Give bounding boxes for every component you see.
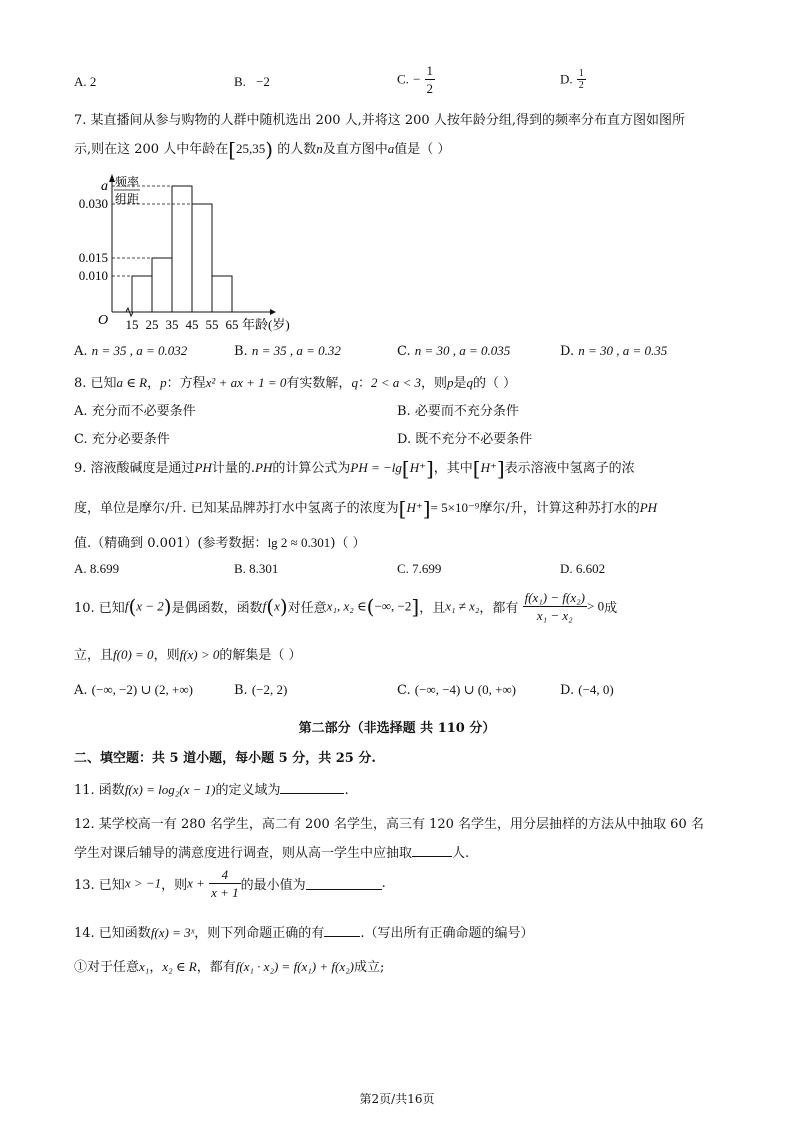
q9-h-plus-2: H⁺ — [480, 460, 497, 475]
q13-t3: 的最小值为 — [240, 878, 306, 893]
q8-q: q — [351, 375, 358, 390]
q10-t7: 立，且 — [74, 648, 114, 663]
histogram-bar — [152, 258, 172, 312]
q11 — [74, 779, 349, 798]
y-tick-label: 0.010 — [78, 268, 108, 283]
q14-item1 — [74, 956, 384, 975]
q9-t6: 度，单位是摩尔/升. 已知某品牌苏打水中氢离子的浓度为 — [74, 501, 399, 516]
q6-option-d-fraction — [577, 68, 586, 91]
x-tick-label: 45 — [185, 317, 199, 332]
q14-t1: 14. 已知函数 — [74, 926, 151, 941]
q6-c-numerator: 1 — [426, 63, 434, 78]
q13-t2: ，则 — [161, 878, 188, 893]
q7-a-math: n = 35 , a = 0.032 — [91, 343, 188, 358]
q8-t7: 是 — [453, 376, 467, 391]
q7-b-math: n = 35 , a = 0.32 — [251, 343, 341, 358]
q8-t6: ，则 — [421, 376, 448, 391]
q10-t6: 成 — [604, 601, 618, 616]
q10-a-label: A. — [74, 683, 88, 698]
q7-stem-text-d: 值是（ ） — [394, 142, 451, 157]
x-axis-arrow — [270, 309, 276, 315]
q10-f2-arg: x — [274, 598, 280, 614]
q8-t2: ， — [147, 376, 161, 391]
x-axis-label: 年龄(岁) — [242, 317, 290, 332]
q9-t1: 9. 溶液酸碱度是通过 — [74, 461, 195, 476]
q7-option-d — [560, 343, 667, 359]
q8-t4: 有实数解， — [286, 376, 352, 391]
q10-option-c — [397, 682, 516, 698]
q8-option-a: A. 充分而不必要条件 — [74, 404, 196, 419]
q8-m1: a ∈ R — [116, 375, 148, 390]
q11-math: f(x) = log₂(x − 1) — [124, 782, 216, 797]
q8-option-c: C. 充分必要条件 — [74, 432, 170, 447]
q7-interval: 25,35 — [236, 141, 266, 156]
q9-t7: 摩尔/升，计算这种苏打水的 — [479, 501, 640, 516]
q8-t3: ：方程 — [166, 376, 206, 391]
q13-x-plus: x + — [187, 875, 205, 891]
q6-d-numerator: 1 — [578, 68, 584, 79]
q7-var-a: a — [387, 141, 395, 156]
q10-fraction — [523, 589, 587, 624]
q10-t8: ，则 — [153, 648, 180, 663]
q6-option-b-label: B. — [234, 74, 246, 89]
q9-option-d: D. 6.602 — [560, 561, 606, 576]
x-tick-label: 35 — [165, 317, 179, 332]
q10-a-math: (−∞, −2) ∪ (2, +∞) — [91, 682, 193, 697]
q8-m2: x² + ax + 1 = 0 — [205, 375, 287, 390]
q9-h-plus-3: H⁺ — [406, 500, 423, 515]
q14-math: f(x) = 3ˣ — [150, 925, 195, 940]
q9-ph3: PH — [639, 500, 658, 515]
q10-frac-den: x₁ − x₂ — [536, 608, 573, 623]
x-tick-label: 15 — [125, 317, 139, 332]
q7-stem-text-c: 及直方图中 — [322, 142, 388, 157]
q9-line1: 9. 溶液酸碱度是通过PH计量的.PH的计算公式为PH = −lg[H⁺]，其中[H⁺]表示溶液中氢离子的浓 — [74, 456, 635, 481]
q9-t3: 的计算公式为 — [272, 461, 351, 476]
q14-t2: ，则下列命题正确的有 — [194, 926, 325, 941]
q10-b-label: B. — [234, 683, 248, 698]
q13 — [74, 866, 386, 901]
q9-t5: 表示溶液中氢离子的浓 — [504, 461, 635, 476]
q9-t8: 值.（精确到 0.001）(参考数据： — [74, 536, 268, 551]
q13-num: 4 — [209, 866, 241, 884]
q12-line1: 12. 某学校高一有 280 名学生，高二有 200 名学生，高三有 120 名学生，用分层抽样的方法从中抽取 60 名 — [74, 817, 704, 832]
q7-var-n: n — [316, 141, 323, 156]
q10-d-label: D. — [560, 683, 575, 698]
q8-option-b: B. 必要而不充分条件 — [397, 404, 519, 419]
q10-line2 — [74, 644, 302, 663]
q10-option-b — [234, 682, 287, 698]
x-tick-label: 65 — [225, 317, 239, 332]
q14 — [74, 922, 533, 941]
q7-option-c — [397, 343, 510, 359]
q12-t2: 人. — [452, 846, 470, 861]
q14-1-t3: 成立; — [353, 960, 385, 975]
q9-eq: = 5×10⁻⁹ — [430, 500, 480, 515]
histogram-bar — [132, 276, 152, 312]
q6-option-c — [397, 62, 435, 97]
q10-line1: 10. 已知f(x − 2)是偶函数，函数f(x)对任意x₁, x₂ ∈(−∞, −2]，且x₁ ≠ x₂，都有 $\frac{\text{f(x₁) − f(x₂)}}{\text{x₁ − x₂}}$ > 0成 — [74, 590, 618, 623]
q10-vars: x₁, x₂ ∈ — [326, 598, 367, 614]
q7-a-label: A. — [74, 344, 88, 359]
q8-t1: 8. 已知 — [74, 376, 117, 391]
x-tick-label: 55 — [205, 317, 219, 332]
q13-answer-blank[interactable] — [306, 877, 382, 890]
q14-1-math: f(x₁ · x₂) = f(x₁) + f(x₂) — [235, 959, 354, 974]
q10-t5: ，都有 — [479, 601, 519, 616]
q14-1-x1: x₁ — [139, 959, 150, 974]
q14-t3: .（写出所有正确命题的编号） — [360, 926, 534, 941]
q14-1-x2: x₂ ∈ R — [162, 959, 197, 974]
q10-t3: 对任意 — [287, 601, 327, 616]
q10-t2: 是偶函数，函数 — [171, 601, 263, 616]
q13-fraction — [209, 866, 241, 901]
histogram-chart — [70, 168, 320, 338]
q14-answer-blank[interactable] — [324, 924, 360, 937]
q10-interval: −∞, −2 — [374, 598, 412, 614]
part2-title: 第二部分（非选择题 共 110 分） — [298, 721, 496, 736]
q9-t4: ，其中 — [433, 461, 473, 476]
q7-d-math: n = 30 , a = 0.35 — [578, 343, 668, 358]
q10-f1: f — [124, 598, 129, 614]
histogram-bar — [192, 204, 212, 312]
q6-c-denominator: 2 — [426, 81, 434, 96]
q9-option-c: C. 7.699 — [397, 561, 442, 576]
q7-c-math: n = 30 , a = 0.035 — [414, 343, 511, 358]
q14-1-sep: ， — [149, 960, 163, 975]
q7-d-label: D. — [560, 344, 575, 359]
y-tick-label: a — [101, 179, 108, 194]
q14-1-t1: ①对于任意 — [74, 960, 140, 975]
q10-gt: > 0 — [586, 598, 605, 614]
q9-option-a: A. 8.699 — [74, 561, 120, 576]
q10-f1-arg: x − 2 — [136, 598, 164, 614]
q7-option-a — [74, 343, 187, 359]
q9-t9: )（ ） — [330, 536, 366, 551]
q6-option-c-fraction — [425, 62, 436, 97]
q12-t1: 学生对课后辅导的满意度进行调查，则从高一学生中应抽取 — [74, 846, 413, 861]
q6-option-b-value: −2 — [256, 74, 270, 89]
q10-ineq: f(x) > 0 — [179, 647, 220, 662]
q11-t1: 11. 函数 — [74, 783, 125, 798]
q6-option-a: A. 2 — [74, 74, 97, 89]
q14-1-t2: ，都有 — [196, 960, 236, 975]
q8-p: p — [160, 375, 167, 390]
q8-stem — [74, 372, 516, 391]
q10-c-label: C. — [397, 683, 411, 698]
q10-t4: ，且 — [419, 601, 446, 616]
histogram-bar — [212, 276, 232, 312]
q10-frac-num: f(x₁) − f(x₂) — [524, 590, 585, 605]
q8-option-d: D. 既不充分不必要条件 — [397, 432, 533, 447]
q10-cond: f(0) = 0 — [113, 647, 154, 662]
q9-h-plus: H⁺ — [409, 460, 426, 475]
q10-t9: 的解集是（ ） — [219, 648, 302, 663]
q6-option-c-sign: − — [413, 71, 421, 87]
q10-f2: f — [262, 598, 267, 614]
q7-stem-text-b: 的人数 — [277, 142, 317, 157]
section2-title: 二、填空题：共 5 道小题，每小题 5 分，共 25 分. — [74, 751, 376, 766]
q13-den: x + 1 — [211, 885, 239, 900]
q8-p2: p — [447, 375, 454, 390]
q10-neq: x₁ ≠ x₂ — [445, 598, 480, 614]
q8-m3: 2 < a < 3 — [370, 375, 421, 390]
q9-option-b: B. 8.301 — [234, 561, 279, 576]
q7-stem-text-a: 示,则在这 200 人中年龄在 — [74, 142, 229, 157]
q13-cond: x > −1 — [124, 875, 162, 891]
ylabel-top: 频率 — [115, 175, 140, 189]
q9-ph2: PH — [255, 460, 273, 475]
q10-d-math: (−4, 0) — [578, 682, 614, 697]
q9-ref: lg 2 ≈ 0.301 — [267, 535, 331, 550]
q11-answer-blank[interactable] — [280, 781, 344, 794]
page-footer: 第2页/共16页 — [359, 1092, 435, 1106]
q9-t2: 计量的. — [211, 461, 256, 476]
q8-q2: q — [466, 375, 474, 390]
histogram-bar — [172, 186, 192, 312]
q6-option-b — [234, 74, 270, 90]
q13-end: . — [381, 876, 386, 891]
q7-stem-line1: 7. 某直播间从参与购物的人群中随机选出 200 人,并将这 200 人按年龄分组,得到的频率分布直方图如图所 — [74, 113, 685, 128]
q9-line3 — [74, 532, 366, 551]
q12-answer-blank[interactable] — [412, 844, 452, 857]
q10-b-math: (−2, 2) — [251, 682, 288, 697]
q10-t1: 10. 已知 — [74, 601, 125, 616]
q10-option-d — [560, 682, 614, 698]
q13-t1: 13. 已知 — [74, 878, 125, 893]
ylabel-bottom: 组距 — [115, 192, 140, 206]
q11-t2: 的定义域为 — [215, 783, 281, 798]
q6-option-d — [560, 68, 586, 91]
q8-t5: ： — [357, 376, 371, 391]
q7-option-b — [234, 343, 341, 359]
q10-option-a — [74, 682, 193, 698]
q10-c-math: (−∞, −4) ∪ (0, +∞) — [414, 682, 517, 697]
q7-b-label: B. — [234, 344, 248, 359]
y-tick-label: 0.015 — [78, 250, 108, 265]
q9-ph: PH — [194, 460, 212, 475]
q11-end: . — [344, 783, 349, 798]
q7-stem-line2: 示,则在这 200 人中年龄在[25,35) 的人数n及直方图中a值是（ ） — [74, 137, 451, 162]
q9-line2: 度，单位是摩尔/升. 已知某品牌苏打水中氢离子的浓度为[H⁺]= 5×10⁻⁹摩尔/升，计算这种苏打水的PH — [74, 496, 658, 521]
x-tick-label: 25 — [145, 317, 159, 332]
q7-c-label: C. — [397, 344, 411, 359]
origin-label: O — [98, 313, 109, 328]
q6-d-denominator: 2 — [578, 80, 584, 91]
q12-line2 — [74, 842, 469, 861]
q8-t8: 的（ ） — [473, 376, 517, 391]
q9-formula: PH = −lg — [350, 460, 402, 475]
y-tick-label: 0.030 — [78, 196, 108, 211]
q6-option-d-label: D. — [560, 71, 573, 87]
q6-option-c-label: C. — [397, 71, 409, 87]
